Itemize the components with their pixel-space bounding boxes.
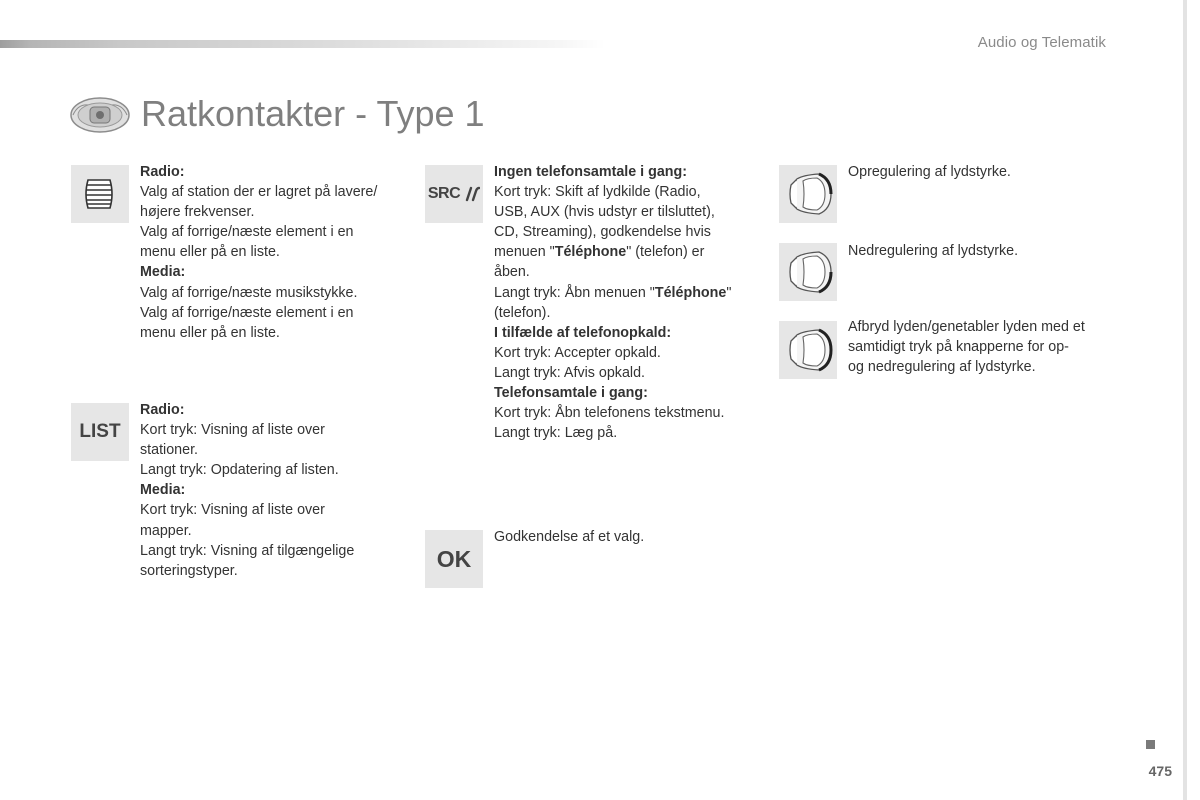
text-line: Kort tryk: Åbn telefonens tekstmenu. [494, 405, 725, 422]
src-button-description [494, 162, 769, 443]
text-line: højere frekvenser. [140, 204, 255, 221]
text-line: samtidigt tryk på knapperne for op- [848, 339, 1069, 356]
steering-wheel-controls-icon [70, 96, 130, 134]
text-line: Nedregulering af lydstyrke. [848, 243, 1019, 259]
text-line: åben. [494, 264, 530, 281]
menu-name-telephone: Téléphone [554, 244, 627, 261]
text-line: Afbryd lyden/genetabler lyden med et [848, 319, 1085, 335]
text-line: Langt tryk: Opdatering af listen. [140, 462, 339, 479]
text-fragment: " (telefon) er [626, 244, 705, 261]
ok-button-label: OK [436, 545, 472, 572]
text-line: menu eller på en liste. [140, 244, 280, 261]
page-number: 475 [1148, 763, 1172, 779]
text-line [494, 242, 769, 262]
text-line: Valg af forrige/næste element i en [140, 304, 354, 321]
mute-control-icon [781, 323, 835, 377]
thumbwheel-icon-box [71, 165, 129, 223]
text-line: Valg af forrige/næste element i en [140, 224, 354, 241]
text-line: CD, Streaming), godkendelse hvis [494, 224, 711, 241]
text-line: Kort tryk: Accepter opkald. [494, 344, 661, 361]
list-button-description [140, 400, 405, 581]
text-line: Langt tryk: Læg på. [494, 425, 618, 442]
radio-heading: Radio: [140, 402, 185, 418]
src-button-icon-box [425, 165, 483, 223]
page-edge-rule [1183, 0, 1187, 800]
text-fragment: Langt tryk: Åbn menuen " [494, 284, 655, 301]
thumbwheel-icon [80, 174, 120, 214]
text-line: Kort tryk: Visning af liste over [140, 502, 325, 519]
phone-handset-icon [462, 185, 480, 203]
text-fragment: " [726, 284, 732, 301]
section-name: Audio og Telematik [977, 34, 1106, 51]
no-call-heading: Ingen telefonsamtale i gang: [494, 164, 688, 180]
mute-description [848, 317, 1123, 377]
text-line: stationer. [140, 442, 199, 459]
text-line: sorteringstyper. [140, 562, 238, 579]
media-heading: Media: [140, 264, 186, 281]
volume-up-control-icon [781, 167, 835, 221]
src-button-label: SRC [427, 185, 461, 202]
volume-down-description [848, 241, 1118, 261]
text-fragment: menuen " [494, 244, 555, 261]
thumbwheel-description [140, 162, 405, 343]
page-title: Ratkontakter - Type 1 [141, 93, 485, 134]
text-line [494, 283, 769, 303]
mute-icon-box [779, 321, 837, 379]
volume-up-description [848, 162, 1118, 182]
page-marker [1146, 740, 1155, 749]
text-line: Godkendelse af et valg. [494, 529, 645, 545]
text-line: mapper. [140, 522, 192, 539]
text-line: Opregulering af lydstyrke. [848, 164, 1011, 180]
volume-up-icon-box [779, 165, 837, 223]
text-line: USB, AUX (hvis udstyr er tilsluttet), [494, 204, 715, 221]
list-button-label: LIST [79, 421, 121, 442]
text-line: (telefon). [494, 304, 551, 321]
text-line: Kort tryk: Skift af lydkilde (Radio, [494, 184, 701, 201]
text-line: Kort tryk: Visning af liste over [140, 422, 325, 439]
text-line: menu eller på en liste. [140, 324, 280, 341]
menu-name-telephone: Téléphone [654, 284, 727, 301]
header-gradient-bar [0, 40, 605, 48]
ok-button-description [494, 527, 769, 547]
incoming-call-heading: I tilfælde af telefonopkald: [494, 324, 672, 341]
text-line: og nedregulering af lydstyrke. [848, 359, 1036, 376]
call-in-progress-heading: Telefonsamtale i gang: [494, 385, 648, 402]
volume-down-control-icon [781, 245, 835, 299]
volume-down-icon-box [779, 243, 837, 301]
list-button-icon-box [71, 403, 129, 461]
radio-heading: Radio: [140, 164, 185, 180]
text-line: Valg af station der er lagret på lavere/ [140, 184, 378, 201]
media-heading: Media: [140, 482, 186, 499]
text-line: Langt tryk: Afvis opkald. [494, 364, 645, 381]
ok-button-icon-box [425, 530, 483, 588]
text-line: Valg af forrige/næste musikstykke. [140, 284, 358, 301]
text-line: Langt tryk: Visning af tilgængelige [140, 542, 355, 559]
